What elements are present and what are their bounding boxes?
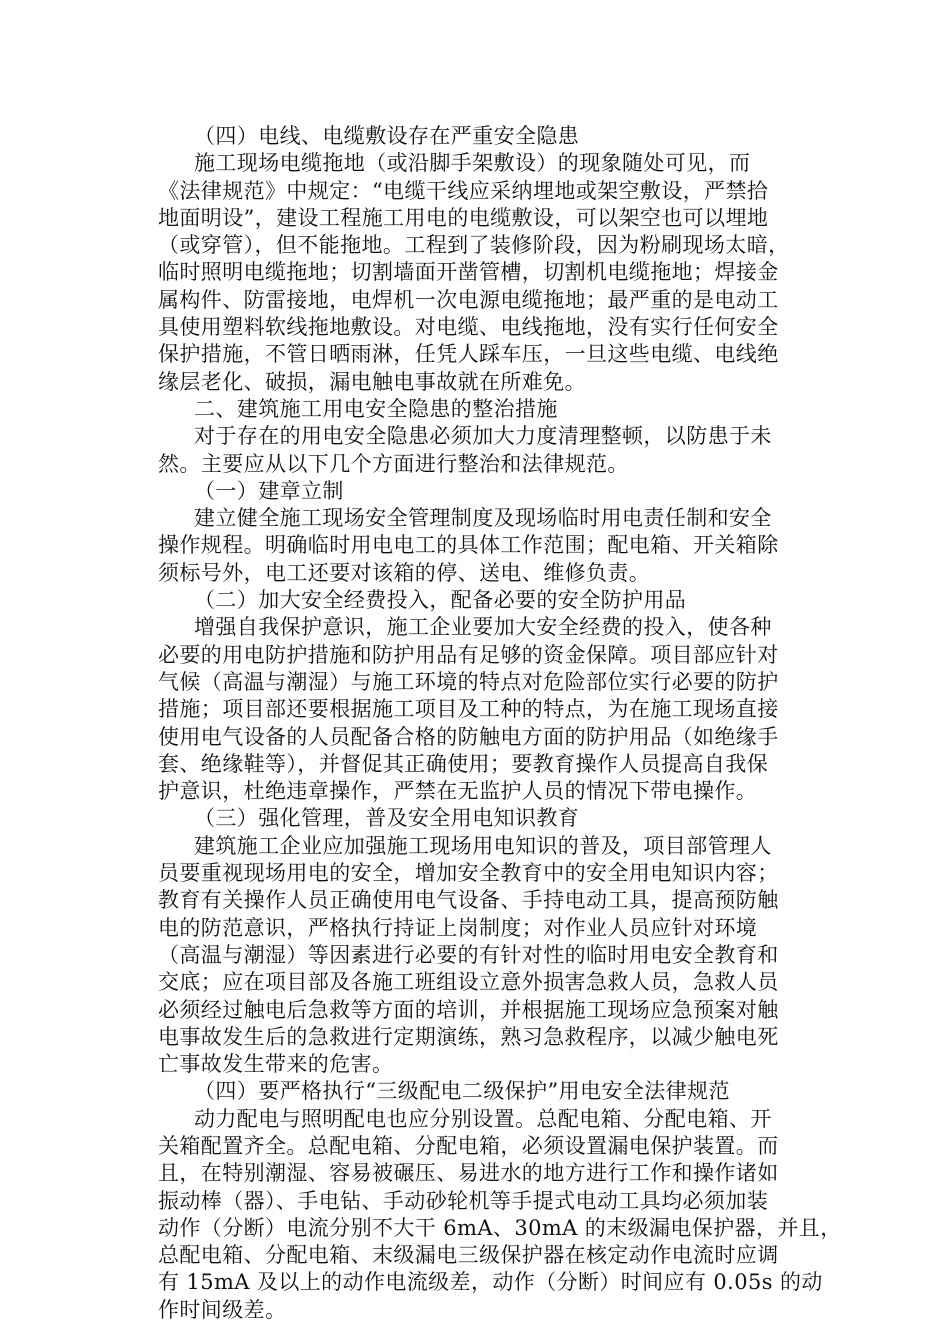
text-line: 有 15mA 及以上的动作电流级差，动作（分断）时间应有 0.05s 的动 bbox=[158, 1270, 823, 1295]
paragraph-start-line: 增强自我保护意识，施工企业要加大安全经费的投入，使各种 bbox=[194, 615, 772, 640]
text-line: 电事故发生后的急救进行定期演练，熟习急救程序，以减少触电死 bbox=[158, 1024, 779, 1049]
paragraph-start-line: （四）要严格执行“三级配电二级保护”用电安全法律规范 bbox=[194, 1079, 730, 1104]
text-line: 亡事故发生带来的危害。 bbox=[158, 1052, 394, 1077]
paragraph-start-line: （三）强化管理，普及安全用电知识教育 bbox=[194, 806, 580, 831]
text-line: 套、绝缘鞋等），并督促其正确使用；要教育操作人员提高自我保 bbox=[158, 751, 769, 776]
text-line: 作时间级差。 bbox=[158, 1297, 287, 1322]
text-line: （或穿管），但不能拖地。工程到了装修阶段，因为粉刷现场太暗， bbox=[158, 233, 790, 258]
text-line: 属构件、防雷接地，电焊机一次电源电缆拖地；最严重的是电动工 bbox=[158, 287, 779, 312]
text-line: 必要的用电防护措施和防护用品有足够的资金保障。项目部应针对 bbox=[158, 642, 779, 667]
paragraph-start-line: （二）加大安全经费投入，配备必要的安全防护用品 bbox=[194, 588, 687, 613]
paragraph-start-line: （四）电线、电缆敷设存在严重安全隐患 bbox=[194, 124, 580, 148]
paragraph-start-line: （一）建章立制 bbox=[194, 478, 344, 503]
text-line: 然。主要应从以下几个方面进行整治和法律规范。 bbox=[158, 451, 629, 476]
text-line: 关箱配置齐全。总配电箱、分配电箱，必须设置漏电保护装置。而 bbox=[158, 1133, 779, 1158]
text-line: 电的防范意识，严格执行持证上岗制度；对作业人员应针对环境 bbox=[158, 915, 758, 940]
text-line: 必须经过触电后急救等方面的培训，并根据施工现场应急预案对触 bbox=[158, 997, 779, 1022]
text-line: 须标号外，电工还要对该箱的停、送电、维修负责。 bbox=[158, 560, 651, 585]
paragraph-start-line: 建筑施工企业应加强施工现场用电知识的普及，项目部管理人 bbox=[194, 833, 772, 858]
text-line: 气候（高温与潮湿）与施工环境的特点对危险部位实行必要的防护 bbox=[158, 669, 779, 694]
text-line: 总配电箱、分配电箱、末级漏电三级保护器在核定动作电流时应调 bbox=[158, 1243, 779, 1268]
text-line: 振动棒（器）、手电钻、手动砂轮机等手提式电动工具均必须加装 bbox=[158, 1188, 769, 1213]
text-line: 地面明设”，建设工程施工用电的电缆敷设，可以架空也可以埋地 bbox=[158, 205, 769, 230]
text-line: 《法律规范》中规定：“电缆干线应采纳埋地或架空敷设，严禁拾 bbox=[158, 178, 769, 203]
text-line: 交底；应在项目部及各施工班组设立意外损害急救人员，急救人员 bbox=[158, 970, 779, 995]
text-line: 保护措施，不管日晒雨淋，任凭人踩车压，一旦这些电缆、电线绝 bbox=[158, 342, 779, 367]
paragraph-start-line: 施工现场电缆拖地（或沿脚手架敷设）的现象随处可见，而 bbox=[194, 151, 751, 176]
paragraph-start-line: 对于存在的用电安全隐患必须加大力度清理整顿，以防患于未 bbox=[194, 424, 772, 449]
text-line: 具使用塑料软线拖地敷设。对电缆、电线拖地，没有实行任何安全 bbox=[158, 315, 779, 340]
text-line: 操作规程。明确临时用电电工的具体工作范围；配电箱、开关箱除 bbox=[158, 533, 779, 558]
text-line: 缘层老化、破损，漏电触电事故就在所难免。 bbox=[158, 369, 586, 394]
document-page bbox=[158, 123, 842, 1324]
text-line: 措施；项目部还要根据施工项目及工种的特点，为在施工现场直接 bbox=[158, 697, 779, 722]
paragraph-start-line: 动力配电与照明配电也应分别设置。总配电箱、分配电箱、开 bbox=[194, 1106, 772, 1131]
text-line: 员要重视现场用电的安全，增加安全教育中的安全用电知识内容； bbox=[158, 861, 779, 886]
paragraph-start-line: 二、建筑施工用电安全隐患的整治措施 bbox=[194, 396, 558, 421]
text-line: 使用电气设备的人员配备合格的防触电方面的防护用品（如绝缘手 bbox=[158, 724, 779, 749]
paragraph-start-line: 建立健全施工现场安全管理制度及现场临时用电责任制和安全 bbox=[194, 506, 772, 531]
text-line: （高温与潮湿）等因素进行必要的有针对性的临时用电安全教育和 bbox=[158, 942, 779, 967]
text-line: 临时照明电缆拖地；切割墙面开凿管槽，切割机电缆拖地；焊接金 bbox=[158, 260, 779, 285]
text-line: 动作（分断）电流分别不大干 6mA、30mA 的末级漏电保护器，并且， bbox=[158, 1215, 842, 1240]
text-line: 教育有关操作人员正确使用电气设备、手持电动工具，提高预防触 bbox=[158, 888, 779, 913]
text-line: 且，在特别潮湿、容易被碾压、易进水的地方进行工作和操作诸如 bbox=[158, 1161, 779, 1186]
text-line: 护意识，杜绝违章操作，严禁在无监护人员的情况下带电操作。 bbox=[158, 779, 758, 804]
